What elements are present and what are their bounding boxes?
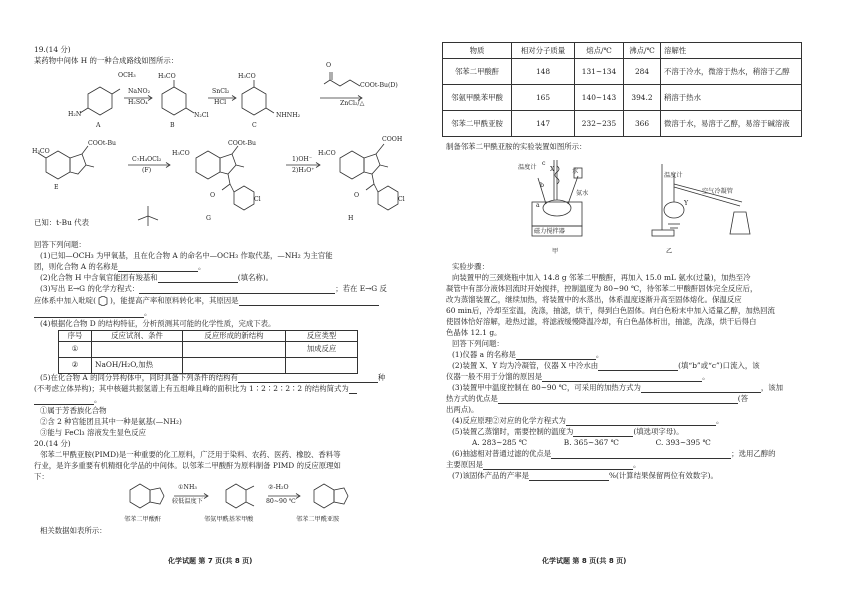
answer-blank[interactable]: [598, 362, 678, 371]
steps-line-6: 色晶体 12.1 g。: [446, 328, 502, 337]
ring-c: [242, 87, 266, 115]
reagent-h3o: 2)H₃O⁺: [292, 167, 315, 174]
answer-blank[interactable]: [238, 374, 378, 383]
label-water: 水: [572, 168, 579, 175]
table-row: 邻苯二甲酸酐 148 131~134 284 不溶于冷水，微溶于热水，稍溶于乙醇: [443, 59, 802, 85]
q20-part3c: 热方式的优点是 (答: [446, 394, 749, 403]
scheme-step-2: ②-H₂O: [268, 484, 289, 491]
condition-3: ③能与 FeCl₃ 溶液发生显色反应: [40, 428, 147, 437]
q20-part3e: 出两点)。: [446, 405, 479, 414]
condition-2: ②含 2 种官能团且其中一种是氨基(—NH₂): [40, 417, 182, 426]
answer-blank[interactable]: [529, 472, 609, 481]
option-b: B. 365~367 ℃: [563, 438, 619, 447]
answer-blank[interactable]: [551, 450, 731, 459]
q20-part3a: (3)装置甲中温度控制在 80~90 ℃，可采用的加热方式为 ，该加: [452, 383, 784, 392]
answer-blank[interactable]: [349, 385, 357, 394]
q20-intro-3: 下：: [34, 472, 49, 481]
answer-blank[interactable]: [158, 274, 238, 283]
steps-title: 实验步骤：: [452, 262, 489, 271]
answer-blank[interactable]: [542, 373, 702, 382]
condition-1: ①属于芳香族化合物: [40, 406, 107, 415]
molecule-anhydride: 邻苯二甲酸酐: [124, 516, 162, 523]
q20-part4: (4)反应原理②对应的化学方程式为 。: [452, 416, 724, 425]
answer-blank[interactable]: [118, 263, 198, 272]
steps-line-2: 凝管中有部分液体回流时开始搅拌，控制温度为 80~90 ℃，待邻苯二甲酸酐固体完全反应后，: [446, 284, 758, 293]
group-cl-h: Cl: [398, 196, 405, 203]
label-jia: 甲: [552, 248, 559, 255]
page-7: 19.(14 分) 某药物中间体 H 的一种合成路线如图所示： OCH₃ H₂N A NaNO₂ H₂SO₄ H₃CO N₂Cl B SnCl₂ HCl H₃CO NHNH₂ C O COOt-Bu(D) ZnCl₂/△ COOt-Bu H₃CO E C₇H₄OCl₂ (F) COOt-Bu H₃CO O Cl G 1)OH⁻ 2)H₃O⁺ COOH H₃CO O Cl H 已知：t-Bu 代表 回答下列问题： (1)已知—OCH₃ 为甲氧基，且在化合物 A 的命名中—OCH₃ 作取代基，—NH₂ 为主官能 团，则化合物 A 的名称是 。 (2)化合物 H 中含氧官能团有羧基和 (填名称)。 (3)写出 E→G 的化学方程式： ；若在 E→G 反 应体系中加入吡啶( )，能提高产率和原料转化率，其原因是 。 (4)根据化合物 D 的结构特征，分析预测其可能的化学性质，完成下表。 序号 反应试剂、条件 反应形成的新结构 反应类型 ① 加成反应 ② NaOH/H₂O,加热 (5)在化合物 A 的同分异构体中，同时具备下列条件的结构有 种 (不考虑立体异构)；其中核磁共振氢谱上有五组峰且峰的面积比为 1∶2∶2∶2∶2 的结构简式为 。 ①属于芳香族化合物 ②含 2 种官能团且其中一种是氨基(—NH₂) ③能与 FeCl₃ 溶液发生显色反应 20.(14 分) 邻苯二甲酰亚胺(PIMD)是一种重要的化工原料，广泛用于染料、农药、医药、橡胶、香料等 行业，是许多重要有机精细化学品的中间体。以邻苯二甲酸酐为原料制备 PIMD 的反应原理如 下： ①NH₃ 较低温度下 ②-H₂O 80~90 ℃ 邻苯二甲酸酐 邻氨甲酰基苯甲酸 邻苯二甲酰亚胺 相关数据如表所示： 化学试题 第 7 页(共 8 页): [28, 0, 428, 596]
steps-line-4: 60 min后，冷却至室温，洗涤，抽滤，烘干，得到白色固体。向白色粉末中加入适量乙醇，加热回流: [446, 306, 775, 315]
reagent-f: (F): [142, 167, 152, 174]
label-air-condenser: 空气冷凝管: [702, 188, 733, 195]
q20-part2c: 仪器一般不用于分馏的原因是 。: [446, 372, 710, 381]
q20-part6c: 主要原因是 。: [446, 460, 641, 469]
label-ammonia: 氨水: [576, 190, 589, 197]
q20-intro-2: 行业，是许多重要有机精细化学品的中间体。以邻苯二甲酸酐为原料制备 PIMD 的反应原理如: [34, 461, 341, 470]
label-a: a: [536, 202, 540, 209]
steps-line-3: 改为蒸馏装置乙，继续加热，将装置中的水蒸出，体系温度逐渐升高至固体熔化。保温反应: [446, 295, 742, 304]
q19-part3a: (3)写出 E→G 的化学方程式： ；若在 E→G 反: [40, 284, 387, 293]
q19-part5a: (5)在化合物 A 的同分异构体中，同时具备下列条件的结构有 种: [40, 373, 386, 382]
q20-answer-head: 回答下列问题：: [452, 339, 504, 348]
ring-g: [196, 151, 220, 179]
q19-title: 19.(14 分): [34, 45, 71, 54]
ring-a: [88, 87, 112, 115]
steps-line-1: 向装置甲的三颈烧瓶中加入 14.8 g 邻苯二甲酸酐，再加入 15.0 mL 氨水(过量)，加热至冷: [452, 273, 751, 282]
properties-table: [442, 42, 802, 137]
table-header-row: 物质 相对分子质量 熔点/℃ 沸点/℃ 溶解性: [443, 43, 802, 59]
answer-blank[interactable]: [34, 396, 94, 405]
label-h: H: [348, 215, 354, 222]
footer-page-7: 化学试题 第 7 页(共 8 页): [168, 557, 253, 565]
table-row: ② NaOH/H₂O,加热: [59, 357, 358, 373]
q19-intro: 某药物中间体 H 的一种合成路线如图所示：: [34, 56, 179, 65]
pimd-scheme: [118, 482, 378, 516]
page-8: [432, 0, 834, 596]
answer-blank[interactable]: [498, 395, 738, 404]
pyridine-icon: [96, 296, 110, 306]
data-intro: 相关数据如表所示：: [40, 526, 107, 535]
q19-part5b: (不考虑立体异构)；其中核磁共振氢谱上有五组峰且峰的面积比为 1∶2∶2∶2∶2 的结构简式为: [34, 384, 357, 394]
option-c: C. 393~395 ℃: [655, 438, 711, 447]
q19-part4: (4)根据化合物 D 的结构特征，分析预测其可能的化学性质，完成下表。: [40, 319, 276, 328]
label-e: E: [54, 184, 59, 191]
group-h2n: H₂N: [68, 111, 82, 118]
group-cl-g: Cl: [254, 196, 261, 203]
group-nhnh2: NHNH₂: [276, 112, 301, 119]
q20-part6a: (6)抽滤相对普通过滤的优点是 ；选用乙醇的: [452, 449, 776, 458]
label-thermometer: 温度计: [518, 164, 537, 171]
ring-b: [162, 87, 186, 115]
q20-part1: (1)仪器 a 的名称是 。: [452, 350, 604, 359]
reagent-hcl: HCl: [214, 99, 227, 106]
label-stirrer: 磁力搅拌器: [534, 228, 565, 235]
q20-part2a: (2)装置 X、Y 均为冷凝管，仪器 X 中冷水由 (填“b”或“c”)口流入，该: [452, 361, 760, 370]
label-b: b: [540, 182, 544, 189]
scheme-step-1: ①NH₃: [178, 484, 197, 491]
group-h3co-c: H₃CO: [238, 73, 256, 80]
group-och3-a: OCH₃: [118, 72, 136, 79]
apparatus-intro: 制备邻苯二甲酰亚胺的实验装置如图所示：: [446, 142, 587, 151]
q19-part2: (2)化合物 H 中含氧官能团有羧基和 (填名称)。: [40, 273, 274, 282]
group-o-h: O: [354, 192, 360, 199]
scheme-step-1-cond: 较低温度下: [172, 498, 203, 505]
table-row: 邻苯二甲酰亚胺 147 232~235 366 微溶于水，易溶于乙醇，易溶于碱溶液: [443, 111, 802, 137]
label-yi: 乙: [666, 248, 673, 255]
q20-part7: (7)该固体产品的产率是 %(计算结果保留两位有效数字)。: [452, 471, 718, 480]
q20-intro-1: 邻苯二甲酰亚胺(PIMD)是一种重要的化工原料，广泛用于染料、农药、医药、橡胶、香料等: [40, 450, 341, 459]
reagent-nano2: NaNO₂: [128, 88, 151, 95]
option-a: A. 283~285 ℃: [472, 438, 528, 447]
group-cootbu-e: COOt-Bu: [88, 140, 116, 147]
ring-h: [340, 151, 364, 179]
label-a: A: [96, 122, 101, 129]
group-cooh-h: COOH: [382, 136, 403, 143]
group-o-g: O: [210, 192, 216, 199]
label-g: G: [206, 215, 211, 222]
q19-part1a: (1)已知—OCH₃ 为甲氧基，且在化合物 A 的命名中—OCH₃ 作取代基，—NH₂ 为主官能: [40, 251, 333, 260]
table-row: 邻氨甲酰苯甲酸 165 140~143 394.2 稍溶于热水: [443, 85, 802, 111]
answer-blank[interactable]: [516, 351, 596, 360]
answer-blank[interactable]: [34, 309, 144, 318]
reaction-table: [58, 330, 358, 374]
group-h3co-h: H₃CO: [318, 150, 336, 157]
table-row: ① 加成反应: [59, 341, 358, 357]
molecule-amide-acid: 邻氨甲酰基苯甲酸: [204, 516, 254, 523]
reagent-c7h4ocl2: C₇H₄OCl₂: [132, 156, 162, 163]
group-cootbu-d: COOt-Bu(D): [360, 82, 398, 89]
q20-part5: (5)装置乙蒸馏时，需要控制的温度为 (填选项字母)。: [452, 427, 684, 436]
group-h3co-e: H₃CO: [32, 148, 50, 155]
q19-answer-head: 回答下列问题：: [34, 240, 86, 249]
q20-title: 20.(14 分): [34, 439, 71, 448]
answer-blank[interactable]: [239, 297, 379, 306]
table-header-row: 序号 反应试剂、条件 反应形成的新结构 反应类型: [59, 331, 358, 342]
steps-line-5: 使固体恰好溶解，趁热过滤，将滤液缓慢降温冷却，有白色晶体析出，抽滤，洗涤，烘干后得白: [446, 317, 757, 326]
q20-part5-options: [472, 438, 711, 448]
label-thermometer-2: 温度计: [664, 172, 683, 179]
reagent-oh: 1)OH⁻: [292, 156, 313, 163]
group-cootbu-g: COOt-Bu: [228, 140, 256, 147]
footer-page-8: 化学试题 第 8 页(共 8 页): [542, 557, 627, 565]
reagent-h2so4: H₂SO₄: [128, 99, 148, 106]
label-c: c: [542, 160, 546, 167]
label-b: B: [170, 122, 175, 129]
answer-blank[interactable]: [641, 384, 761, 393]
tbu-note: 已知：t-Bu 代表: [34, 218, 89, 227]
answer-blank[interactable]: [139, 285, 335, 294]
molecule-imide: 邻苯二甲酰亚胺: [296, 516, 340, 523]
q19-part1b: 团，则化合物 A 的名称是 。: [34, 262, 206, 271]
reagent-zncl2: ZnCl₂/△: [340, 100, 365, 107]
label-y: Y: [684, 200, 689, 207]
group-h3co-b: H₃CO: [158, 73, 176, 80]
answer-blank[interactable]: [573, 428, 633, 437]
label-x: X: [550, 166, 555, 173]
scheme-step-2-cond: 80~90 ℃: [266, 498, 296, 505]
group-h3co-g: H₃CO: [172, 150, 190, 157]
label-c: C: [252, 122, 257, 129]
q19-part3c: 应体系中加入吡啶( )，能提高产率和原料转化率，其原因是: [34, 296, 379, 306]
answer-blank[interactable]: [566, 417, 716, 426]
reagent-sncl2: SnCl₂: [212, 88, 230, 95]
group-o: O: [326, 62, 332, 69]
answer-blank[interactable]: [483, 461, 633, 470]
group-n2cl: N₂Cl: [194, 112, 209, 119]
